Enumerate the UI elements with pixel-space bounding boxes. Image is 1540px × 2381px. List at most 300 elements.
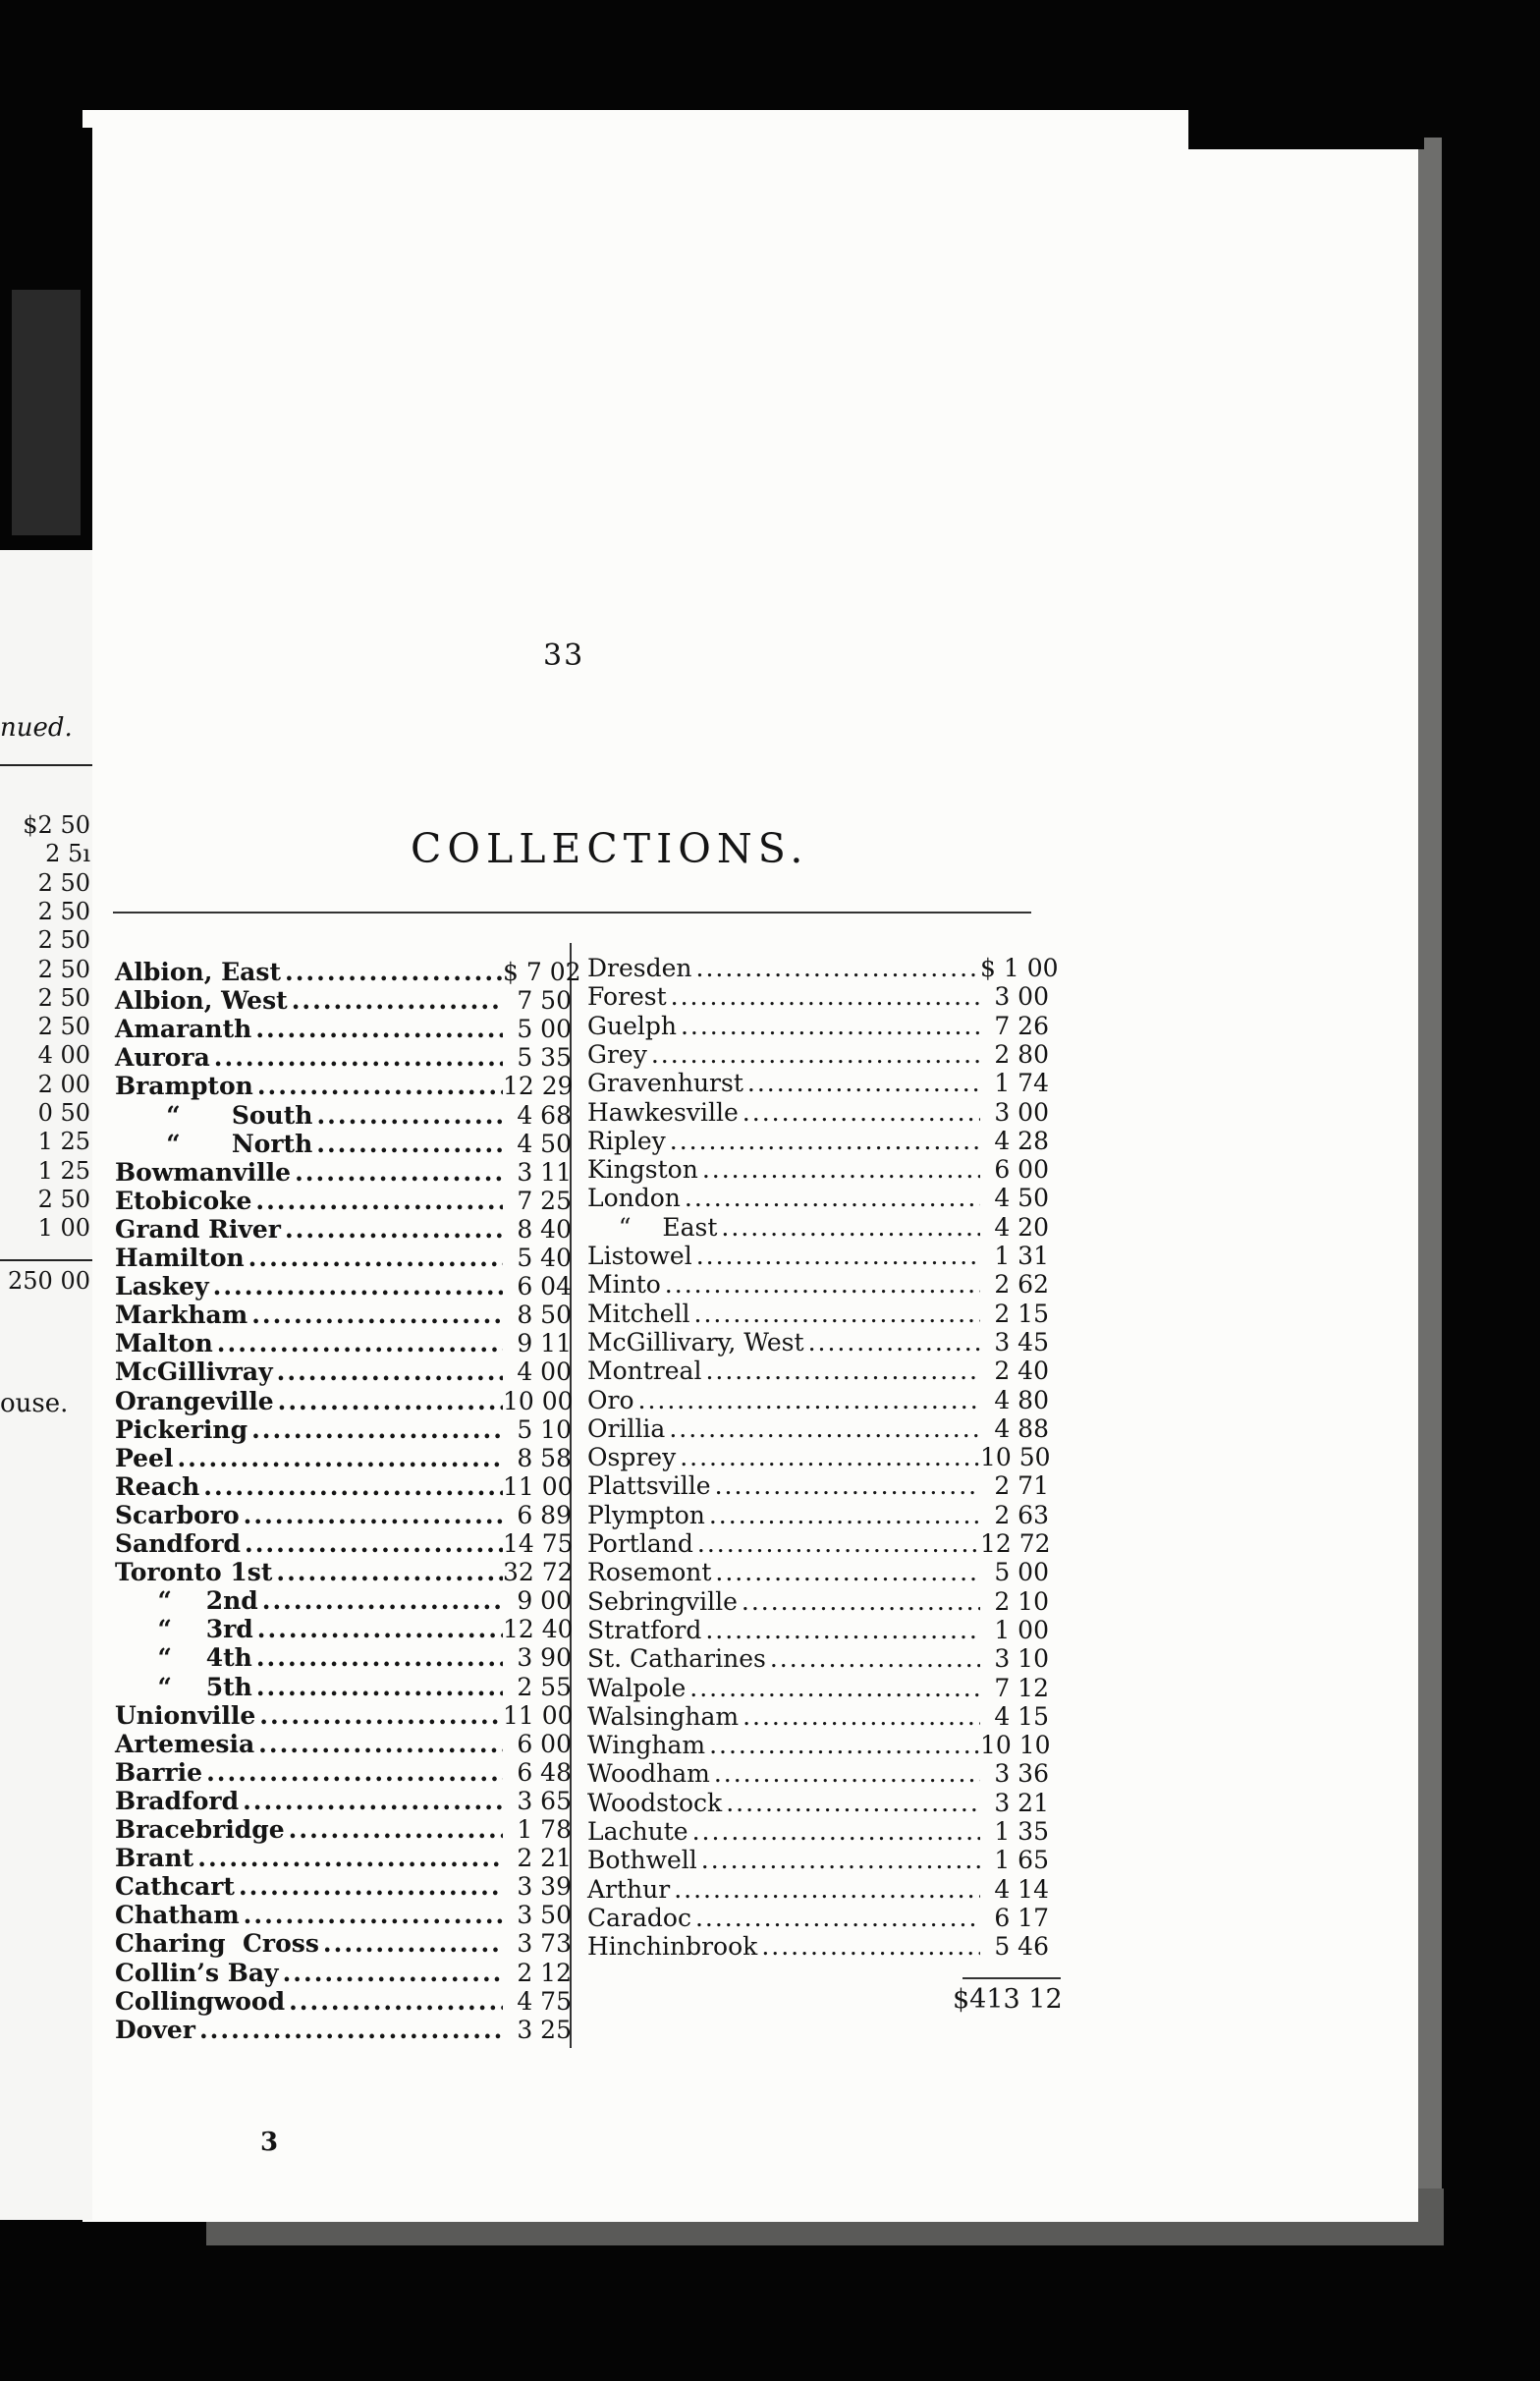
title-rule	[113, 912, 1031, 914]
collection-row	[587, 1500, 1049, 1529]
congregation-name: London	[587, 1184, 681, 1213]
previous-page-amount: 2 50	[37, 983, 90, 1012]
congregation-name: Grand River	[115, 1214, 281, 1244]
congregation-name: Charing Cross	[115, 1929, 319, 1959]
congregation-name: McGillivray	[115, 1357, 273, 1387]
collection-row	[115, 1786, 572, 1815]
dot-leader	[291, 1160, 503, 1185]
dot-leader	[213, 1331, 503, 1356]
collection-row	[587, 982, 1049, 1012]
collection-amount: 2 40	[994, 1357, 1049, 1386]
total-rule	[962, 1977, 1061, 1979]
congregation-name: Hamilton	[115, 1244, 245, 1272]
congregation-name: Kingston	[587, 1155, 698, 1185]
collection-amount: 2 62	[994, 1270, 1049, 1300]
collection-amount: 2 71	[994, 1471, 1049, 1501]
dot-leader	[258, 1588, 503, 1613]
dot-leader	[253, 1617, 503, 1641]
dot-leader	[711, 1473, 980, 1498]
congregation-name: Collingwood	[115, 1986, 286, 2016]
congregation-name: Portland	[587, 1529, 693, 1558]
dot-leader	[272, 1560, 503, 1584]
collection-amount: 4 80	[994, 1385, 1049, 1414]
dot-leader	[670, 1877, 980, 1902]
dot-leader	[273, 1359, 503, 1384]
collection-row	[115, 1471, 574, 1501]
congregation-name: St. Catharines	[587, 1644, 766, 1674]
collection-amount: 1 74	[994, 1069, 1049, 1098]
congregation-name: Stratford	[587, 1615, 702, 1644]
collection-amount: 6 00	[994, 1155, 1049, 1185]
collection-row	[587, 1385, 1049, 1414]
dot-leader	[254, 1732, 503, 1756]
congregation-name: Bothwell	[587, 1846, 697, 1875]
congregation-name: “ 2nd	[115, 1586, 258, 1616]
previous-page-amount: 2 5ı	[45, 840, 90, 868]
collection-amount: 8 58	[517, 1443, 572, 1472]
congregation-name: Albion, East	[115, 958, 282, 986]
congregation-name: “ 3rd	[115, 1615, 253, 1644]
collection-amount: 4 75	[517, 1986, 572, 2016]
collection-row	[115, 1214, 572, 1244]
congregation-name: Markham	[115, 1301, 248, 1330]
congregation-name: Malton	[115, 1329, 213, 1358]
collection-amount: 3 90	[517, 1643, 572, 1673]
collection-row	[587, 1270, 1049, 1300]
congregation-name: Bracebridge	[115, 1815, 285, 1844]
collection-amount: 12 72	[980, 1529, 1051, 1558]
congregation-name: Listowel	[587, 1242, 692, 1270]
previous-page-amount: 2 50	[37, 868, 90, 897]
dot-leader	[804, 1330, 980, 1355]
collection-row	[587, 1301, 1049, 1326]
collection-amount: 3 50	[517, 1901, 572, 1930]
dot-leader	[248, 1417, 503, 1442]
collection-row	[115, 1331, 572, 1356]
collection-amount: 4 50	[994, 1184, 1049, 1213]
dot-leader	[245, 1246, 503, 1270]
collection-row	[587, 1558, 1049, 1587]
dot-leader	[701, 1358, 980, 1383]
congregation-name: Caradoc	[587, 1903, 691, 1932]
collection-amount: 3 00	[994, 1097, 1049, 1127]
collection-amount: 3 21	[994, 1788, 1049, 1817]
collection-amount: 12 40	[503, 1615, 574, 1644]
collection-row	[115, 1414, 572, 1444]
collection-row	[115, 1072, 574, 1101]
collection-row	[587, 1212, 1049, 1242]
collection-amount: 6 48	[517, 1757, 572, 1787]
collection-row	[115, 1357, 572, 1387]
collection-amount: 5 46	[994, 1932, 1049, 1962]
dot-leader	[766, 1646, 980, 1671]
collection-row	[587, 1011, 1049, 1040]
collection-row	[115, 1274, 572, 1299]
collection-row	[115, 1615, 574, 1644]
previous-page-amount: 4 00	[37, 1041, 90, 1070]
congregation-name: Ripley	[587, 1126, 666, 1155]
dot-leader	[691, 1906, 980, 1930]
previous-page-amount: 1 25	[37, 1156, 90, 1185]
collection-amount: 4 14	[994, 1874, 1049, 1904]
dot-leader	[693, 1531, 980, 1556]
dot-leader	[240, 1503, 503, 1527]
congregation-name: Walpole	[587, 1673, 687, 1702]
dot-leader	[665, 1416, 980, 1441]
congregation-name: Reach	[115, 1471, 200, 1501]
collection-row	[115, 1386, 574, 1415]
collection-amount: 3 10	[994, 1644, 1049, 1674]
previous-page-total: 250 00	[8, 1267, 90, 1295]
dot-leader	[240, 1903, 503, 1927]
dot-leader	[688, 1819, 980, 1844]
collection-amount: 2 55	[517, 1672, 572, 1701]
collection-amount: 2 12	[517, 1958, 572, 1987]
collection-amount: $ 1 00	[980, 954, 1059, 982]
collection-row	[115, 1301, 572, 1330]
collection-amount: 5 10	[517, 1414, 572, 1444]
collection-amount: 1 65	[994, 1846, 1049, 1875]
collection-row	[115, 986, 572, 1016]
collection-row	[115, 2015, 572, 2044]
dot-leader	[252, 1645, 503, 1670]
previous-page-amount: 2 50	[37, 1013, 90, 1041]
congregation-name: Orangeville	[115, 1386, 274, 1415]
collection-amount: 12 29	[503, 1072, 574, 1101]
previous-page-image-fragment	[12, 290, 81, 535]
collection-row	[115, 1817, 572, 1842]
collection-amount: 8 50	[517, 1301, 572, 1330]
collection-row	[115, 1531, 572, 1556]
previous-page-amount: 1 00	[37, 1214, 90, 1243]
dot-leader	[677, 1014, 980, 1038]
collection-amount: 4 00	[517, 1357, 572, 1387]
collection-row	[115, 1958, 572, 1987]
dot-leader	[666, 1129, 980, 1153]
previous-page-amount: 2 50	[37, 926, 90, 955]
collection-row	[115, 1246, 572, 1270]
collection-amount: 11 00	[503, 1700, 574, 1730]
collection-row	[115, 1586, 572, 1616]
collection-amount: 7 50	[517, 986, 572, 1016]
congregation-name: Hawkesville	[587, 1097, 739, 1127]
dot-leader	[281, 960, 503, 984]
congregation-name: Grey	[587, 1039, 647, 1069]
dot-leader	[173, 1446, 503, 1470]
collection-amount: 4 15	[994, 1701, 1049, 1731]
congregation-name: “ 5th	[115, 1672, 252, 1701]
collection-row	[587, 1126, 1049, 1155]
collection-row	[587, 1644, 1049, 1674]
collection-row	[115, 1672, 572, 1701]
congregation-name: Lachute	[587, 1817, 688, 1846]
collection-row	[115, 1986, 572, 2016]
page-title: COLLECTIONS.	[411, 825, 809, 872]
congregation-name: Dresden	[587, 954, 692, 982]
dot-leader	[312, 1132, 503, 1156]
dot-leader	[690, 1301, 980, 1326]
collection-row	[587, 1759, 1049, 1789]
collection-row	[587, 1244, 1049, 1268]
dot-leader	[252, 1675, 503, 1699]
collection-amount: 3 45	[994, 1327, 1049, 1357]
dot-leader	[661, 1272, 980, 1297]
dot-leader	[647, 1042, 980, 1067]
collection-row	[587, 1874, 1049, 1904]
previous-page-amount: 2 50	[37, 897, 90, 925]
collection-amount: 4 88	[994, 1413, 1049, 1443]
signature-mark: 3	[260, 2128, 279, 2157]
collection-row	[115, 1757, 572, 1787]
congregation-name: Sebringville	[587, 1586, 738, 1616]
congregation-name: Plattsville	[587, 1471, 711, 1501]
collection-row	[587, 1531, 1049, 1556]
collection-row	[115, 1100, 572, 1130]
congregation-name: “ South	[115, 1100, 313, 1130]
collection-amount: 5 00	[517, 1015, 572, 1044]
collection-amount: 2 63	[994, 1500, 1049, 1529]
dot-leader	[255, 1703, 503, 1728]
collection-row	[115, 1157, 572, 1187]
dot-leader	[195, 2018, 503, 2042]
dot-leader	[692, 1244, 980, 1268]
dot-leader	[738, 1589, 980, 1614]
collection-amount: 3 73	[517, 1929, 572, 1959]
dot-leader	[248, 1302, 503, 1327]
congregation-name: Rosemont	[587, 1558, 712, 1587]
collection-amount: 14 75	[503, 1529, 574, 1558]
previous-page-amount: 2 50	[37, 1185, 90, 1213]
collection-row	[115, 1872, 572, 1902]
dot-leader	[288, 988, 503, 1013]
collection-row	[115, 1700, 574, 1730]
dot-leader	[705, 1733, 980, 1757]
dot-leader	[681, 1186, 980, 1210]
collection-row	[587, 1615, 1049, 1644]
dot-leader	[253, 1074, 503, 1098]
collection-amount: 2 21	[517, 1844, 572, 1873]
previous-page-fragment	[0, 550, 92, 2220]
collection-amount: 32 72	[503, 1558, 574, 1587]
collection-amount: 2 10	[994, 1586, 1049, 1616]
collection-row	[587, 1039, 1049, 1069]
collection-row	[115, 1443, 572, 1472]
collection-amount: 1 35	[994, 1817, 1049, 1846]
collection-amount: 4 20	[994, 1212, 1049, 1242]
dot-leader	[281, 1217, 503, 1242]
collection-amount: 1 78	[517, 1815, 572, 1844]
collection-amount: $ 7 02	[503, 958, 581, 986]
collection-amount: 10 10	[980, 1731, 1051, 1760]
dot-leader	[743, 1071, 980, 1095]
collection-amount: 6 04	[517, 1272, 572, 1301]
collection-row	[115, 958, 581, 986]
congregation-name: “ 4th	[115, 1643, 252, 1673]
previous-page-amount: 2 50	[37, 955, 90, 983]
collection-row	[115, 1015, 572, 1044]
congregation-name: Amaranth	[115, 1015, 252, 1044]
dot-leader	[722, 1791, 980, 1815]
dot-leader	[676, 1445, 980, 1469]
collection-amount: 9 00	[517, 1586, 572, 1616]
collection-row	[587, 1932, 1049, 1962]
dot-leader	[235, 1874, 503, 1899]
collection-row	[115, 1901, 572, 1930]
collection-row	[115, 1043, 572, 1073]
congregation-name: Woodstock	[587, 1788, 723, 1817]
congregation-name: Etobicoke	[115, 1186, 252, 1215]
dot-leader	[667, 984, 980, 1009]
collection-row	[115, 1129, 572, 1158]
congregation-name: Plympton	[587, 1500, 705, 1529]
previous-page-footer: ouse.	[0, 1389, 69, 1418]
dot-leader	[239, 1789, 503, 1813]
congregation-name: Brant	[115, 1844, 194, 1873]
congregation-name: Artemesia	[115, 1729, 255, 1758]
dot-leader	[711, 1560, 980, 1584]
collection-row	[115, 1929, 572, 1959]
previous-page-amount: 2 00	[37, 1070, 90, 1098]
collection-amount: 8 40	[517, 1214, 572, 1244]
collection-amount: 4 68	[517, 1100, 572, 1130]
congregation-name: Pickering	[115, 1414, 248, 1444]
previous-page-amount: 0 50	[37, 1099, 90, 1127]
collection-amount: 4 50	[517, 1129, 572, 1158]
dot-leader	[210, 1045, 503, 1070]
congregation-name: Chatham	[115, 1901, 240, 1930]
collection-row	[115, 1558, 574, 1587]
congregation-name: Hinchinbrook	[587, 1932, 758, 1962]
dot-leader	[312, 1103, 503, 1128]
dot-leader	[686, 1676, 980, 1700]
congregation-name: Scarboro	[115, 1500, 240, 1529]
dot-leader	[739, 1704, 980, 1729]
collection-row	[587, 1846, 1049, 1875]
dot-leader	[202, 1760, 503, 1785]
collection-row	[587, 1701, 1049, 1731]
previous-page-amount: 1 25	[37, 1128, 90, 1156]
congregation-name: Toronto 1st	[115, 1558, 273, 1587]
collection-amount: 7 12	[994, 1673, 1049, 1702]
page-number: 33	[543, 638, 585, 673]
collection-amount: 3 25	[517, 2015, 572, 2044]
previous-page-dark-area	[0, 128, 92, 550]
collection-amount: 10 50	[980, 1443, 1051, 1472]
collection-row	[587, 1586, 1049, 1616]
collection-row	[587, 1471, 1049, 1501]
collection-row	[587, 1673, 1049, 1702]
collection-amount: 6 17	[994, 1903, 1049, 1932]
collection-row	[587, 1069, 1049, 1098]
dot-leader	[757, 1934, 980, 1959]
collection-amount: 1 31	[994, 1242, 1049, 1270]
congregation-name: Walsingham	[587, 1701, 740, 1731]
collection-row	[587, 1155, 1049, 1185]
collection-row	[115, 1729, 572, 1758]
congregation-name: Mitchell	[587, 1299, 690, 1328]
collection-amount: 3 00	[994, 982, 1049, 1012]
congregation-name: Unionville	[115, 1700, 256, 1730]
collection-row	[115, 1844, 572, 1873]
dot-leader	[251, 1017, 503, 1041]
congregation-name: Gravenhurst	[587, 1069, 743, 1098]
collection-amount: 3 39	[517, 1872, 572, 1902]
previous-page-amount: $2 50	[23, 811, 90, 839]
congregation-name: Aurora	[115, 1043, 210, 1073]
collection-amount: 10 00	[503, 1386, 574, 1415]
collection-amount: 3 11	[517, 1157, 572, 1187]
collection-amount: 3 65	[517, 1786, 572, 1815]
collection-row	[587, 1184, 1049, 1213]
collection-row	[115, 1186, 572, 1215]
congregation-name: Forest	[587, 982, 667, 1012]
congregation-name: Montreal	[587, 1357, 702, 1386]
collection-amount: 2 15	[994, 1299, 1049, 1328]
collection-row	[115, 1500, 572, 1529]
collections-total: $413 12	[953, 1984, 1063, 2015]
dot-leader	[285, 1817, 503, 1842]
congregation-name: Orillia	[587, 1413, 666, 1443]
congregation-name: Oro	[587, 1385, 634, 1414]
collection-amount: 5 40	[517, 1244, 572, 1272]
dot-leader	[319, 1931, 503, 1956]
collection-amount: 2 80	[994, 1039, 1049, 1069]
congregation-name: “ East	[587, 1212, 718, 1242]
collection-row	[587, 1413, 1049, 1443]
congregation-name: Wingham	[587, 1731, 706, 1760]
congregation-name: Arthur	[587, 1874, 671, 1904]
collection-amount: 4 28	[994, 1126, 1049, 1155]
dot-leader	[199, 1474, 503, 1499]
congregation-name: Minto	[587, 1270, 661, 1300]
collection-amount: 5 00	[994, 1558, 1049, 1587]
collection-row	[587, 1443, 1051, 1472]
collection-row	[587, 1903, 1049, 1932]
dot-leader	[251, 1189, 503, 1213]
congregation-name: Peel	[115, 1443, 174, 1472]
dot-leader	[285, 1989, 503, 2014]
dot-leader	[209, 1274, 503, 1299]
congregation-name: “ North	[115, 1129, 313, 1158]
dot-leader	[697, 1848, 980, 1872]
dot-leader	[634, 1388, 981, 1412]
dot-leader	[701, 1618, 980, 1642]
collection-row	[587, 1327, 1049, 1357]
continued-label: nued.	[0, 713, 73, 743]
congregation-name: Laskey	[115, 1272, 209, 1301]
dot-leader	[717, 1215, 980, 1240]
collection-row	[587, 954, 1059, 982]
collection-row	[587, 1097, 1049, 1127]
congregation-name: Dover	[115, 2015, 195, 2044]
congregation-name: Sandford	[115, 1529, 241, 1558]
collection-amount: 3 36	[994, 1759, 1049, 1789]
congregation-name: Collin’s Bay	[115, 1958, 279, 1987]
previous-page-rule	[0, 764, 92, 766]
dot-leader	[710, 1761, 980, 1786]
collection-row	[587, 1788, 1049, 1817]
collection-amount: 1 00	[994, 1615, 1049, 1644]
collection-amount: 7 25	[517, 1186, 572, 1215]
collection-amount: 11 00	[503, 1471, 574, 1501]
previous-page-total-rule	[0, 1259, 92, 1261]
dot-leader	[274, 1389, 503, 1413]
dot-leader	[193, 1846, 503, 1870]
congregation-name: McGillivary, West	[587, 1327, 804, 1357]
collection-row	[587, 1819, 1049, 1844]
congregation-name: Bradford	[115, 1786, 240, 1815]
congregation-name: Bowmanville	[115, 1157, 292, 1187]
